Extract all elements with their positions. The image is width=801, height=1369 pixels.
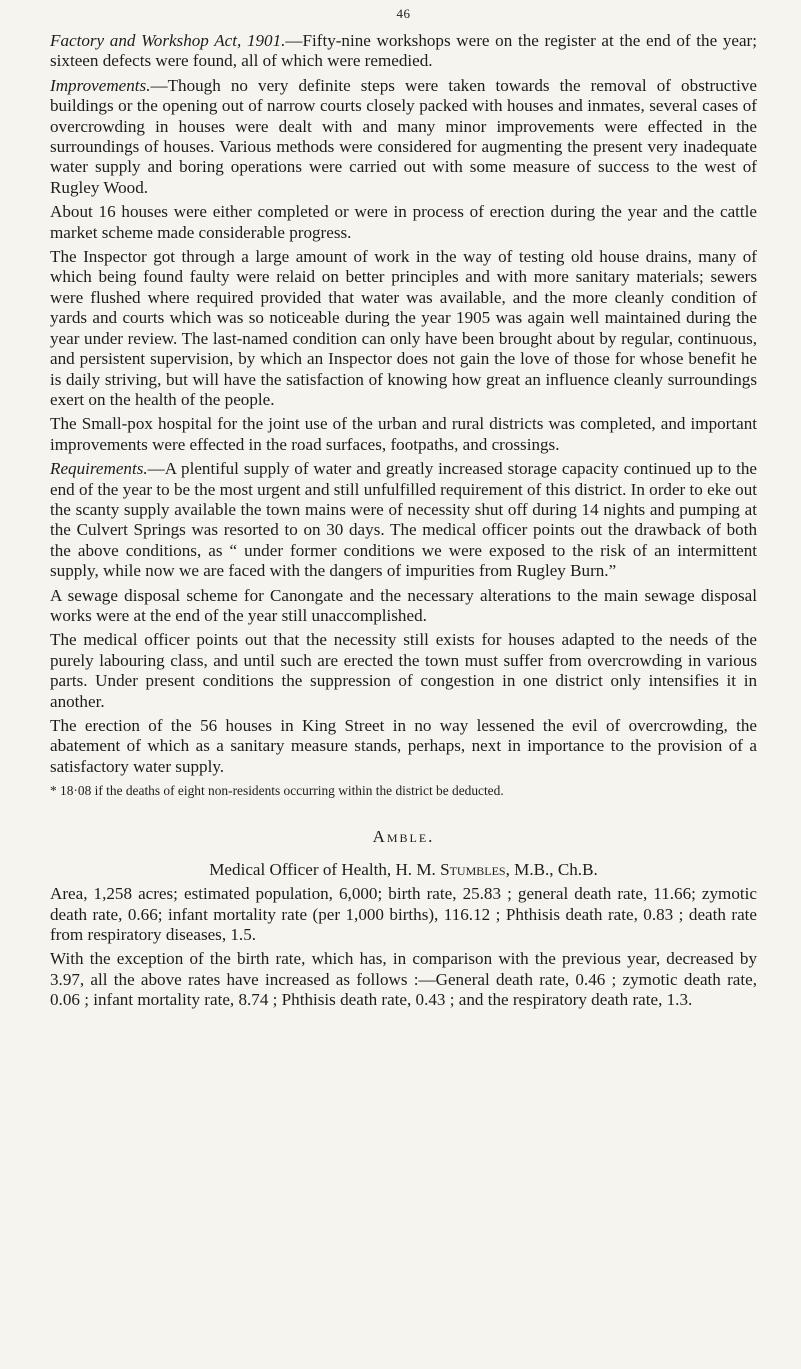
paragraph-text: With the exception of the birth rate, which has, in comparison with the previous year, decreased by 3.97, all the above rates have increased as follows :—General death rate, 0.46 ; zymotic death rate, 0.06 ; infant mortality rate, 8.74 ; Phthisis death rate, 0.43 ; and the respiratory death rate, 1.3.	[50, 949, 757, 1010]
paragraph-text: The Small-pox hospital for the joint use of the urban and rural districts was completed, and important improvements were effected in the road surfaces, footpaths, and crossings.	[50, 414, 757, 454]
paragraph-sewage-disposal	[50, 586, 757, 627]
medical-officer-line	[50, 859, 757, 880]
paragraph-text: Area, 1,258 acres; estimated population, 6,000; birth rate, 25.83 ; general death rate, 11.66; zymotic death rate, 0.66; infant mortality rate (per 1,000 births), 116.12 ; Phthisis death rate, 0.83 ; death rate from respiratory diseases, 1.5.	[50, 884, 757, 945]
paragraph-text: A sewage disposal scheme for Canongate and the necessary alterations to the main sewage disposal works were at the end of the year still unaccomplished.	[50, 585, 757, 625]
paragraph-text: The erection of the 56 houses in King Street in no way lessened the evil of overcrowding, the abatement of which as a sanitary measure stands, perhaps, next in importance to the provision of a satisfactory water supply.	[50, 716, 757, 776]
paragraph-lead: Factory and Workshop Act, 1901.	[50, 31, 286, 50]
officer-suffix: , M.B., Ch.B.	[505, 860, 598, 880]
paragraph-text: About 16 houses were either completed or were in process of erection during the year and the cattle market scheme made considerable progress.	[50, 202, 757, 242]
footnote: * 18·08 if the deaths of eight non-residents occurring within the district be deducted.	[50, 783, 504, 799]
paragraph-text: —Though no very definite steps were taken towards the removal of obstructive buildings or the opening out of narrow courts closely packed with houses and inmates, several cases of overcrowding in houses were dealt with and many minor improvements were effected in the surroundings of houses. Various methods were considered for augmenting the present very inadequate water supply and boring operations were carried out with some measure of success to the west of Rugley Wood.	[50, 75, 757, 197]
paragraph-king-street	[50, 716, 757, 777]
section-heading-amble: Amble.	[372, 827, 435, 847]
paragraph-amble-statistics	[50, 884, 757, 945]
paragraph-text: —A plentiful supply of water and greatly increased storage capacity continued up to the end of the year to be the most urgent and still unfulfilled requirement of this district. In order to eke out the scanty supply available the town mains were of necessity shut off during 14 nights and pumping at the Culvert Springs was resorted to on 30 days. The medical officer points out the drawback of both the above conditions, as “ under former conditions we were exposed to the risk of an intermittent supply, while now we are faced with the dangers of impurities from Rugley Burn.”	[50, 459, 757, 581]
paragraph-houses-erection	[50, 202, 757, 243]
paragraph-smallpox-hospital	[50, 414, 757, 455]
officer-name: Stumbles	[440, 860, 506, 880]
page-number: 46	[396, 6, 411, 21]
paragraph-lead: Improvements.	[50, 75, 151, 95]
paragraph-lead: Requirements.	[50, 459, 148, 479]
paragraph-labouring-houses	[50, 630, 757, 712]
paragraph-inspector	[50, 247, 757, 410]
paragraph-text: The medical officer points out that the necessity still exists for houses adapted to the needs of the purely labouring class, and until such are erected the town must suffer from overcrowding in various parts. Under present conditions the suppression of congestion in one district only intensifies it in another.	[50, 630, 757, 711]
paragraph-text: The Inspector got through a large amount of work in the way of testing old house drains, many of which being found faulty were relaid on better principles and with more sanitary materials; sewers were flushed where required provided that water was available, and the more cleanly condition of yards and courts which was so noticeable during the year 1905 was again well maintained during the year under review. The last-named condition can only have been brought about by regular, continuous, and persistent supervision, by which an Inspector does not gain the love of those for whose benefit he is daily striving, but will have the satisfaction of knowing how great an influence cleanly surroundings exert on the health of the people.	[50, 247, 757, 409]
officer-prefix: Medical Officer of Health, H. M.	[209, 860, 441, 880]
paragraph-requirements	[50, 459, 757, 581]
paragraph-improvements	[50, 76, 757, 198]
paragraph-amble-comparison	[50, 949, 757, 1010]
paragraph-text: —Fifty-nine workshops were on the register at the end of the year; sixteen defects were found, all of which were remedied.	[50, 31, 757, 71]
paragraph-factory-workshop	[50, 31, 757, 72]
